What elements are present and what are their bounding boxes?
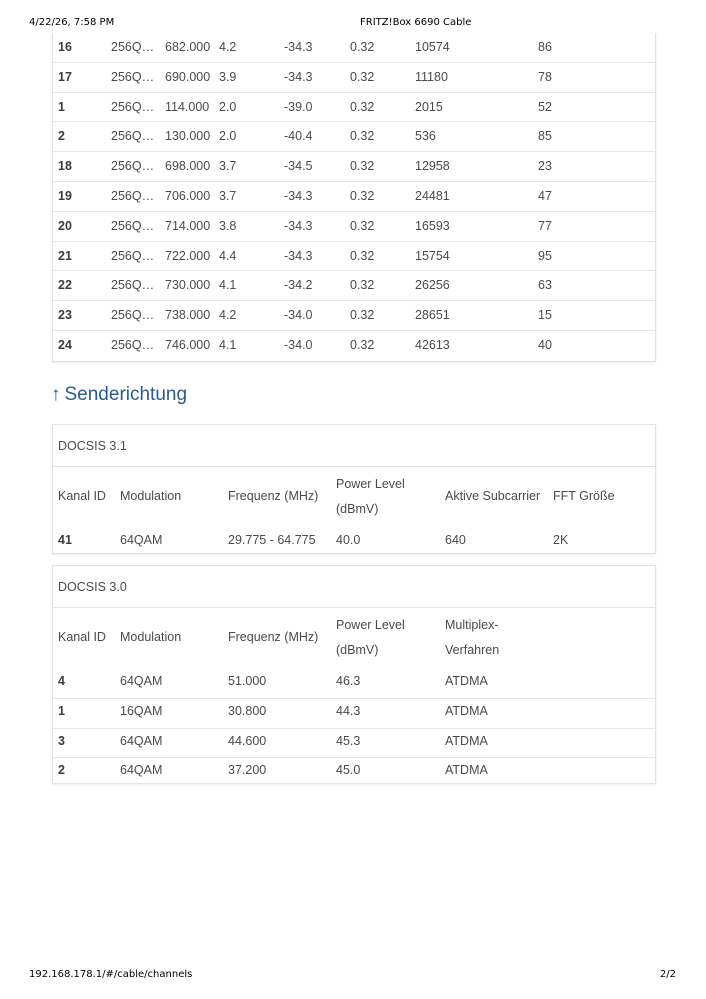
cell-nicht-korrigierbare-fehler: 86: [538, 40, 552, 54]
cell-kanal-id: 22: [58, 278, 72, 293]
cell-mer: 2.0: [219, 99, 237, 114]
cell-kanal-id: 3: [58, 733, 65, 748]
docsis30-upstream-table: [52, 565, 656, 784]
cell-korrigierbare-fehler: 10574: [415, 40, 450, 54]
cell-power-level: 45.0: [336, 763, 361, 778]
cell-modulation: 256Q…: [111, 218, 155, 233]
cell-modulation: 64QAM: [120, 674, 163, 688]
header-frequenz: Frequenz (MHz): [228, 489, 319, 503]
cell-frequenz: 698.000: [165, 159, 211, 174]
cell-kanal-id: 16: [58, 40, 72, 54]
cell-modulation: 256Q…: [111, 129, 155, 144]
docsis31-upstream-table: [52, 424, 656, 554]
cell-power-level: -39.0: [284, 99, 313, 114]
cell-power-level: -34.3: [284, 248, 313, 263]
cell-fft-groesse: 2K: [553, 533, 569, 547]
print-header: [29, 17, 677, 31]
cell-kanal-id: 2: [58, 763, 65, 778]
header-power-level-line2: (dBmV): [336, 502, 379, 516]
cell-latenz: 0.32: [350, 69, 375, 84]
cell-modulation: 256Q…: [111, 188, 155, 203]
cell-frequenz: 722.000: [165, 248, 211, 263]
cell-power-level: 40.0: [336, 533, 361, 547]
cell-mer: 4.2: [219, 308, 237, 323]
header-multiplex-line2: Verfahren: [445, 643, 500, 657]
cell-korrigierbare-fehler: 42613: [415, 337, 450, 352]
print-page-number: 2/2: [659, 969, 676, 980]
print-footer: [29, 969, 677, 983]
cell-aktive-subcarrier: 640: [445, 533, 466, 547]
cell-latenz: 0.32: [350, 159, 375, 174]
cell-korrigierbare-fehler: 11180: [415, 69, 448, 84]
docsis30-table-header: [53, 608, 655, 669]
cell-frequenz: 37.200: [228, 763, 267, 778]
cell-mer: 3.8: [219, 218, 237, 233]
cell-latenz: 0.32: [350, 337, 375, 352]
table-row: [53, 152, 655, 182]
cell-kanal-id: 1: [58, 99, 65, 114]
cell-korrigierbare-fehler: 15754: [415, 248, 450, 263]
cell-mer: 4.4: [219, 248, 237, 263]
cell-frequenz: 44.600: [228, 733, 267, 748]
table-row: [53, 301, 655, 331]
cell-modulation: 256Q…: [111, 308, 155, 323]
header-modulation: Modulation: [120, 489, 182, 503]
cell-multiplex-verfahren: ATDMA: [445, 674, 488, 688]
cell-nicht-korrigierbare-fehler: 95: [538, 248, 552, 263]
header-power-level-line1: Power Level: [336, 477, 405, 491]
header-fft-groesse: FFT Größe: [553, 489, 615, 503]
cell-kanal-id: 20: [58, 218, 72, 233]
cell-mer: 3.7: [219, 159, 237, 174]
downstream-rows: [53, 33, 655, 361]
header-kanal-id: Kanal ID: [58, 630, 106, 644]
cell-frequenz: 690.000: [165, 69, 211, 84]
table-row: [53, 63, 655, 93]
cell-latenz: 0.32: [350, 218, 375, 233]
docsis30-title: DOCSIS 3.0: [53, 566, 655, 608]
cell-modulation: 256Q…: [111, 40, 155, 54]
cell-kanal-id: 17: [58, 69, 72, 84]
docsis31-table-header: [53, 467, 655, 528]
cell-kanal-id: 2: [58, 129, 65, 144]
cell-kanal-id: 4: [58, 674, 65, 688]
cell-kanal-id: 24: [58, 337, 72, 352]
header-frequenz: Frequenz (MHz): [228, 630, 319, 644]
header-power-level-line2: (dBmV): [336, 643, 379, 657]
cell-modulation: 64QAM: [120, 763, 163, 778]
cell-frequenz: 29.775 - 64.775: [228, 533, 316, 547]
table-row: [53, 93, 655, 123]
print-title: FRITZ!Box 6690 Cable: [360, 17, 472, 28]
cell-frequenz: 738.000: [165, 308, 211, 323]
cell-latenz: 0.32: [350, 99, 375, 114]
cell-modulation: 16QAM: [120, 703, 163, 718]
cell-nicht-korrigierbare-fehler: 15: [538, 308, 552, 323]
cell-kanal-id: 1: [58, 703, 65, 718]
cell-korrigierbare-fehler: 24481: [415, 188, 450, 203]
cell-modulation: 256Q…: [111, 99, 155, 114]
cell-latenz: 0.32: [350, 308, 375, 323]
cell-mer: 4.2: [219, 40, 237, 54]
cell-power-level: -34.3: [284, 69, 313, 84]
cell-nicht-korrigierbare-fehler: 85: [538, 129, 552, 144]
table-row: [53, 331, 655, 361]
cell-power-level: -40.4: [284, 129, 313, 144]
cell-korrigierbare-fehler: 2015: [415, 99, 443, 114]
header-multiplex-line1: Multiplex-: [445, 618, 499, 632]
header-multiplex-verfahren: [445, 613, 499, 663]
cell-frequenz: 114.000: [165, 99, 210, 114]
section-title-senderichtung: [51, 384, 187, 406]
cell-korrigierbare-fehler: 26256: [415, 278, 450, 293]
print-date: 4/22/26, 7:58 PM: [29, 17, 115, 28]
cell-mer: 4.1: [219, 278, 237, 293]
cell-multiplex-verfahren: ATDMA: [445, 703, 488, 718]
cell-modulation: 256Q…: [111, 337, 155, 352]
cell-modulation: 64QAM: [120, 533, 163, 547]
cell-mer: 2.0: [219, 129, 237, 144]
cell-latenz: 0.32: [350, 40, 375, 54]
cell-frequenz: 130.000: [165, 129, 211, 144]
header-power-level: [336, 613, 405, 663]
cell-power-level: -34.0: [284, 337, 313, 352]
cell-power-level: -34.3: [284, 218, 313, 233]
cell-power-level: 45.3: [336, 733, 361, 748]
header-kanal-id: Kanal ID: [58, 489, 106, 503]
cell-power-level: 44.3: [336, 703, 361, 718]
cell-korrigierbare-fehler: 28651: [415, 308, 450, 323]
table-row: [53, 699, 655, 729]
cell-modulation: 256Q…: [111, 278, 155, 293]
cell-modulation: 256Q…: [111, 159, 155, 174]
cell-power-level: -34.0: [284, 308, 313, 323]
section-title-text: Senderichtung: [64, 384, 188, 405]
cell-frequenz: 730.000: [165, 278, 211, 293]
cell-latenz: 0.32: [350, 188, 375, 203]
print-url: 192.168.178.1/#/cable/channels: [29, 969, 193, 980]
cell-multiplex-verfahren: ATDMA: [445, 763, 488, 778]
table-row: [53, 758, 655, 788]
cell-nicht-korrigierbare-fehler: 78: [538, 69, 552, 84]
cell-frequenz: 706.000: [165, 188, 211, 203]
cell-power-level: -34.2: [284, 278, 313, 293]
cell-nicht-korrigierbare-fehler: 40: [538, 337, 552, 352]
cell-power-level: -34.3: [284, 40, 313, 54]
cell-kanal-id: 23: [58, 308, 72, 323]
cell-nicht-korrigierbare-fehler: 47: [538, 188, 552, 203]
cell-nicht-korrigierbare-fehler: 52: [538, 99, 552, 114]
table-row: [53, 271, 655, 301]
cell-frequenz: 51.000: [228, 674, 267, 688]
table-row: [53, 729, 655, 759]
cell-frequenz: 682.000: [165, 40, 211, 54]
cell-kanal-id: 41: [58, 533, 72, 547]
cell-korrigierbare-fehler: 536: [415, 129, 436, 144]
cell-latenz: 0.32: [350, 248, 375, 263]
cell-frequenz: 746.000: [165, 337, 211, 352]
arrow-up-icon: ↑: [51, 384, 61, 405]
header-aktive-subcarrier: Aktive Subcarrier: [445, 489, 541, 503]
header-power-level-line1: Power Level: [336, 618, 405, 632]
table-row: [53, 122, 655, 152]
downstream-channel-table: [52, 33, 656, 362]
docsis30-rows: [53, 669, 655, 788]
table-row: [53, 212, 655, 242]
cell-power-level: -34.3: [284, 188, 313, 203]
cell-nicht-korrigierbare-fehler: 63: [538, 278, 552, 293]
cell-mer: 4.1: [219, 337, 237, 352]
cell-mer: 3.7: [219, 188, 237, 203]
table-row: [53, 33, 655, 63]
cell-modulation: 256Q…: [111, 248, 155, 263]
table-row: [53, 242, 655, 272]
cell-latenz: 0.32: [350, 129, 375, 144]
cell-kanal-id: 18: [58, 159, 72, 174]
cell-kanal-id: 21: [58, 248, 72, 263]
header-power-level: [336, 472, 405, 522]
cell-frequenz: 30.800: [228, 703, 267, 718]
docsis31-title: DOCSIS 3.1: [53, 425, 655, 467]
cell-power-level: -34.5: [284, 159, 313, 174]
cell-modulation: 256Q…: [111, 69, 155, 84]
cell-frequenz: 714.000: [165, 218, 211, 233]
table-row: [53, 528, 655, 555]
cell-power-level: 46.3: [336, 674, 361, 688]
cell-multiplex-verfahren: ATDMA: [445, 733, 488, 748]
cell-modulation: 64QAM: [120, 733, 163, 748]
header-modulation: Modulation: [120, 630, 182, 644]
cell-kanal-id: 19: [58, 188, 72, 203]
table-row: [53, 182, 655, 212]
cell-korrigierbare-fehler: 12958: [415, 159, 450, 174]
cell-mer: 3.9: [219, 69, 237, 84]
cell-korrigierbare-fehler: 16593: [415, 218, 450, 233]
table-row: [53, 669, 655, 699]
cell-nicht-korrigierbare-fehler: 23: [538, 159, 552, 174]
cell-latenz: 0.32: [350, 278, 375, 293]
cell-nicht-korrigierbare-fehler: 77: [538, 218, 552, 233]
